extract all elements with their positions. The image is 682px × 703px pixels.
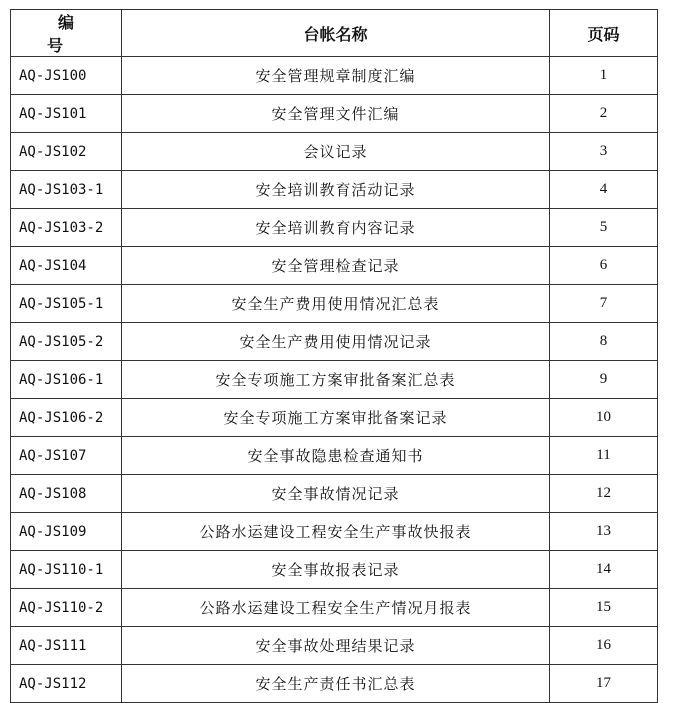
page-cell: 5 <box>550 209 658 247</box>
page-cell: 12 <box>550 475 658 513</box>
page-cell: 8 <box>550 323 658 361</box>
page-cell: 7 <box>550 285 658 323</box>
code-cell: AQ-JS110-1 <box>11 551 122 589</box>
table-row <box>11 437 658 475</box>
code-cell: AQ-JS100 <box>11 57 122 95</box>
name-cell: 安全管理文件汇编 <box>122 95 550 133</box>
table-row <box>11 361 658 399</box>
name-cell: 安全事故隐患检查通知书 <box>122 437 550 475</box>
page-cell: 6 <box>550 247 658 285</box>
page-cell: 17 <box>550 665 658 703</box>
table-row <box>11 323 658 361</box>
table-row <box>11 133 658 171</box>
table-row <box>11 57 658 95</box>
name-cell: 安全培训教育内容记录 <box>122 209 550 247</box>
table-row <box>11 399 658 437</box>
table-row <box>11 513 658 551</box>
code-cell: AQ-JS104 <box>11 247 122 285</box>
page-cell: 14 <box>550 551 658 589</box>
code-cell: AQ-JS110-2 <box>11 589 122 627</box>
page-cell: 16 <box>550 627 658 665</box>
page-cell: 10 <box>550 399 658 437</box>
name-cell: 安全事故处理结果记录 <box>122 627 550 665</box>
name-cell: 安全专项施工方案审批备案记录 <box>122 399 550 437</box>
code-cell: AQ-JS103-2 <box>11 209 122 247</box>
name-cell: 安全事故情况记录 <box>122 475 550 513</box>
header-code: 编 号 <box>11 10 122 57</box>
name-cell: 安全培训教育活动记录 <box>122 171 550 209</box>
code-cell: AQ-JS106-1 <box>11 361 122 399</box>
name-cell: 安全管理检查记录 <box>122 247 550 285</box>
table-header-row <box>11 10 658 57</box>
table-row <box>11 665 658 703</box>
code-cell: AQ-JS101 <box>11 95 122 133</box>
code-cell: AQ-JS105-1 <box>11 285 122 323</box>
name-cell: 安全生产责任书汇总表 <box>122 665 550 703</box>
header-page: 页码 <box>550 10 658 57</box>
table-body <box>11 57 658 703</box>
page-cell: 11 <box>550 437 658 475</box>
code-cell: AQ-JS112 <box>11 665 122 703</box>
code-cell: AQ-JS108 <box>11 475 122 513</box>
name-cell: 安全生产费用使用情况记录 <box>122 323 550 361</box>
page-cell: 2 <box>550 95 658 133</box>
table-row <box>11 551 658 589</box>
name-cell: 会议记录 <box>122 133 550 171</box>
name-cell: 安全生产费用使用情况汇总表 <box>122 285 550 323</box>
name-cell: 公路水运建设工程安全生产情况月报表 <box>122 589 550 627</box>
page-cell: 3 <box>550 133 658 171</box>
table-row <box>11 209 658 247</box>
name-cell: 安全事故报表记录 <box>122 551 550 589</box>
page-cell: 1 <box>550 57 658 95</box>
table-row <box>11 285 658 323</box>
table-row <box>11 627 658 665</box>
table-row <box>11 475 658 513</box>
code-cell: AQ-JS106-2 <box>11 399 122 437</box>
table-row <box>11 589 658 627</box>
table-row <box>11 95 658 133</box>
table-row <box>11 171 658 209</box>
name-cell: 安全管理规章制度汇编 <box>122 57 550 95</box>
code-cell: AQ-JS111 <box>11 627 122 665</box>
name-cell: 安全专项施工方案审批备案汇总表 <box>122 361 550 399</box>
code-cell: AQ-JS102 <box>11 133 122 171</box>
page-cell: 13 <box>550 513 658 551</box>
name-cell: 公路水运建设工程安全生产事故快报表 <box>122 513 550 551</box>
code-cell: AQ-JS109 <box>11 513 122 551</box>
code-cell: AQ-JS105-2 <box>11 323 122 361</box>
ledger-index-table <box>10 9 658 703</box>
code-cell: AQ-JS107 <box>11 437 122 475</box>
header-name: 台帐名称 <box>122 10 550 57</box>
page-cell: 9 <box>550 361 658 399</box>
page-cell: 15 <box>550 589 658 627</box>
table-row <box>11 247 658 285</box>
page-cell: 4 <box>550 171 658 209</box>
code-cell: AQ-JS103-1 <box>11 171 122 209</box>
